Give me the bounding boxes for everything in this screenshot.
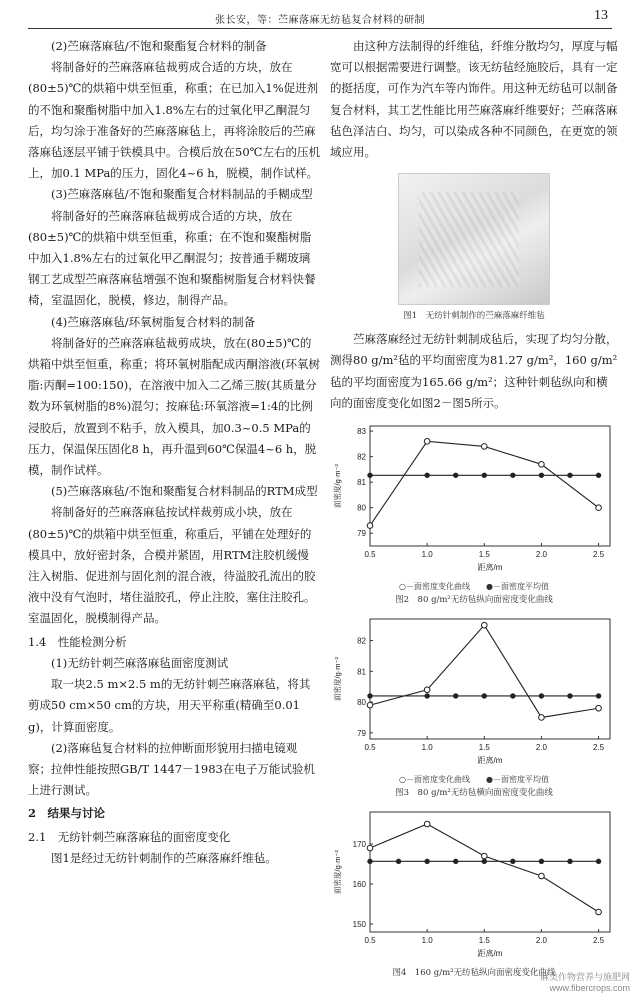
line-chart <box>330 611 622 773</box>
x-tick-label: 2.0 <box>535 550 547 560</box>
subsection-heading: (4)苎麻落麻毡/环氧树脂复合材料的制备 <box>51 314 256 329</box>
body-paragraph: 将制备好的苎麻落麻毡按试样裁剪成小块，放在(80±5)℃的烘箱中烘至恒重，称重后，平铺在处理好的模具中，放好密封条，合模并紧固，用RTM注胶机缓慢注入树脂、促进剂与固化剂的混合液，待溢胶孔流出的胶液中没有气泡时，堵住溢胶孔，停止注胶，塞住注胶孔。室温固化，脱模制得产品。 <box>28 505 316 626</box>
data-point <box>568 694 572 698</box>
page-number: 13 <box>594 8 608 23</box>
subsection-heading: (1)无纺针刺苎麻落麻毡面密度测试 <box>51 655 229 670</box>
data-point <box>425 473 429 477</box>
data-point <box>425 859 429 863</box>
data-point <box>368 473 372 477</box>
figure-1-caption: 图1 无纺针刺制作的苎麻落麻纤维毡 <box>403 311 545 322</box>
x-tick-label: 1.5 <box>478 743 490 753</box>
x-tick-label: 2.5 <box>593 743 605 753</box>
y-tick-label: 82 <box>357 636 366 646</box>
data-point <box>539 462 545 468</box>
figure-caption: 图2 80 g/m²无纺毡纵向面密度变化曲线 <box>395 595 553 606</box>
data-point <box>481 622 487 628</box>
x-tick-label: 1.5 <box>478 936 490 946</box>
figure-1-photo <box>398 173 550 305</box>
subsection-heading: (2)落麻毡复合材料的拉伸断面形貌用扫描电镜观察；拉伸性能按照GB/T 1447－1983在电子万能试验机上进行测试。 <box>28 740 315 798</box>
data-point <box>568 473 572 477</box>
data-point <box>568 859 572 863</box>
data-point <box>367 845 373 851</box>
series-line <box>370 441 599 525</box>
section-heading: 2.1 无纺针刺苎麻落麻毡的面密度变化 <box>28 829 231 844</box>
data-point <box>424 687 430 693</box>
body-paragraph: 将制备好的苎麻落麻毡裁剪成块，放在(80±5)℃的烘箱中烘至恒重，称重；将环氧树脂配成丙酮溶液(环氧树脂:丙酮=100:150)，在溶液中加入二乙烯三胺(其质量分数为环氧树脂的8%)混匀；按麻毡:环氧溶液=1:4的比例浸胶后，放置到不粘手，放入模具，加0.3~0.5 MPa的压力，保温保压固化8 h，再升温到60℃保温4~6 h，脱模，制作试样。 <box>28 335 320 478</box>
x-axis-label: 距离/m <box>477 949 503 959</box>
line-chart <box>330 418 622 580</box>
x-tick-label: 1.0 <box>421 743 433 753</box>
running-header <box>28 6 612 29</box>
x-tick-label: 1.5 <box>478 550 490 560</box>
data-point <box>511 473 515 477</box>
body-paragraph: 将制备好的苎麻落麻毡裁剪成合适的方块，放在(80±5)℃的烘箱中烘至恒重，称重；在不饱和聚酯树脂中加入1.8%左右的过氧化甲乙酮混匀；按普通手糊玻璃钢工艺成型苎麻落麻毡增强不饱和聚酯树脂复合材料快餐椅，室温固化，脱模，修边，制得产品。 <box>28 208 316 308</box>
y-tick-label: 79 <box>357 728 366 738</box>
y-axis-label: 面密度/g·m⁻² <box>333 464 342 509</box>
y-tick-label: 81 <box>357 478 366 488</box>
data-point <box>367 702 373 708</box>
data-point <box>425 694 429 698</box>
right-column <box>330 36 618 982</box>
x-tick-label: 1.0 <box>421 936 433 946</box>
body-paragraph: 取一块2.5 m×2.5 m的无纺针刺苎麻落麻毡，将其剪成50 cm×50 cm的方块，用天平称重(精确至0.01 g)，计算面密度。 <box>28 677 311 734</box>
series-line <box>370 824 599 912</box>
x-tick-label: 0.5 <box>364 550 376 560</box>
intro-paragraph: 由这种方法制得的纤维毡，纤维分散均匀，厚度与幅宽可以根据需要进行调整。该无纺毡经施胶后，具有一定的挺括度，可作为汽车等内饰件。用这种无纺毡可以制备复合材料，其工艺性能比用苎麻落麻纤维要好；苎麻落麻毡色泽洁白、均匀，可以染成各种不同颜色，在更宽的领域应用。 <box>330 39 618 160</box>
data-point <box>368 694 372 698</box>
data-point <box>596 705 602 711</box>
subsection-heading: (2)苎麻落麻毡/不饱和聚酯复合材料的制备 <box>51 39 267 53</box>
data-point <box>424 439 430 445</box>
y-axis-label: 面密度/g·m⁻² <box>333 657 342 702</box>
data-point <box>596 505 602 511</box>
data-point <box>511 859 515 863</box>
data-point <box>539 473 543 477</box>
x-tick-label: 0.5 <box>364 936 376 946</box>
data-point <box>539 715 545 721</box>
body-paragraph: 将制备好的苎麻落麻毡裁剪成合适的方块，放在(80±5)℃的烘箱中烘至恒重，称重；在已加入1%促进剂的不饱和聚酯树脂中加入1.8%左右的过氧化甲乙酮混匀后，均匀涂于准备好的苎麻落麻毡上，再将涂胶后的苎麻落麻毡逐层平铺于铁模具中。合模后放在50℃左右的压机上，加0.1 MPa的压力，固化4~6 h，脱模，制作试样。 <box>28 60 320 181</box>
data-point <box>511 694 515 698</box>
x-tick-label: 2.0 <box>535 743 547 753</box>
subsection-heading: (3)苎麻落麻毡/不饱和聚酯复合材料制品的手糊成型 <box>51 187 313 202</box>
chart-legend: ○－面密度变化曲线 ●－面密度平均值 <box>399 775 549 785</box>
plot-frame <box>370 619 610 739</box>
y-tick-label: 79 <box>357 529 366 539</box>
data-point <box>424 821 430 827</box>
y-tick-label: 83 <box>357 427 366 437</box>
data-point <box>539 694 543 698</box>
data-point <box>482 694 486 698</box>
data-point <box>396 859 400 863</box>
left-column <box>28 36 320 869</box>
section-heading: 2 结果与讨论 <box>28 806 106 821</box>
data-point <box>481 853 487 859</box>
section-heading: 1.4 性能检测分析 <box>28 634 127 649</box>
data-point <box>539 873 545 879</box>
y-tick-label: 150 <box>352 920 366 930</box>
line-chart <box>330 804 622 966</box>
y-tick-label: 160 <box>352 880 366 890</box>
data-point <box>596 473 600 477</box>
figure-charts <box>330 418 618 980</box>
data-point <box>596 909 602 915</box>
figure-caption: 图3 80 g/m²无纺毡横向面密度变化曲线 <box>395 788 553 799</box>
data-point <box>481 444 487 450</box>
plot-frame <box>370 812 610 932</box>
running-title: 张长安，等：苎麻落麻无纺毡复合材料的研制 <box>215 15 425 26</box>
chart-figure-3 <box>330 611 618 800</box>
x-tick-label: 2.0 <box>535 936 547 946</box>
x-axis-label: 距离/m <box>477 756 503 766</box>
y-tick-label: 80 <box>357 503 366 513</box>
body-paragraph: 图1是经过无纺针刺制作的苎麻落麻纤维毡。 <box>51 850 277 865</box>
data-point <box>596 694 600 698</box>
figure-caption: 图4 160 g/m²无纺毡纵向面密度变化曲线 <box>392 968 556 979</box>
x-tick-label: 2.5 <box>593 936 605 946</box>
y-tick-label: 82 <box>357 452 366 462</box>
footer-watermark: 麻类作物营养与施肥网 www.fibercrops.com <box>539 972 630 993</box>
x-tick-label: 2.5 <box>593 550 605 560</box>
y-axis-label: 面密度/g·m⁻² <box>333 850 342 895</box>
data-point <box>482 473 486 477</box>
chart-figure-4 <box>330 804 618 980</box>
y-tick-label: 80 <box>357 698 366 708</box>
data-point <box>454 473 458 477</box>
data-point <box>596 859 600 863</box>
data-point <box>367 523 373 529</box>
series-line <box>370 625 599 717</box>
x-tick-label: 1.0 <box>421 550 433 560</box>
plot-frame <box>370 426 610 546</box>
chart-figure-2 <box>330 418 618 607</box>
data-point <box>368 859 372 863</box>
x-tick-label: 0.5 <box>364 743 376 753</box>
subsection-heading: (5)苎麻落麻毡/不饱和聚酯复合材料制品的RTM成型 <box>51 484 318 499</box>
data-point <box>482 859 486 863</box>
chart-legend: ○－面密度变化曲线 ●－面密度平均值 <box>399 582 549 592</box>
x-axis-label: 距离/m <box>477 563 503 573</box>
data-point <box>454 694 458 698</box>
density-paragraph: 苎麻落麻经过无纺针刺制成毡后，实现了均匀分散，测得80 g/m²毡的平均面密度为81.27 g/m²，160 g/m²毡的平均面密度为165.66 g/m²；这种针刺毡纵向和横向的面密度变化如图2－图5所示。 <box>330 332 618 410</box>
y-tick-label: 81 <box>357 667 366 677</box>
data-point <box>539 859 543 863</box>
data-point <box>454 859 458 863</box>
y-tick-label: 170 <box>352 840 366 850</box>
